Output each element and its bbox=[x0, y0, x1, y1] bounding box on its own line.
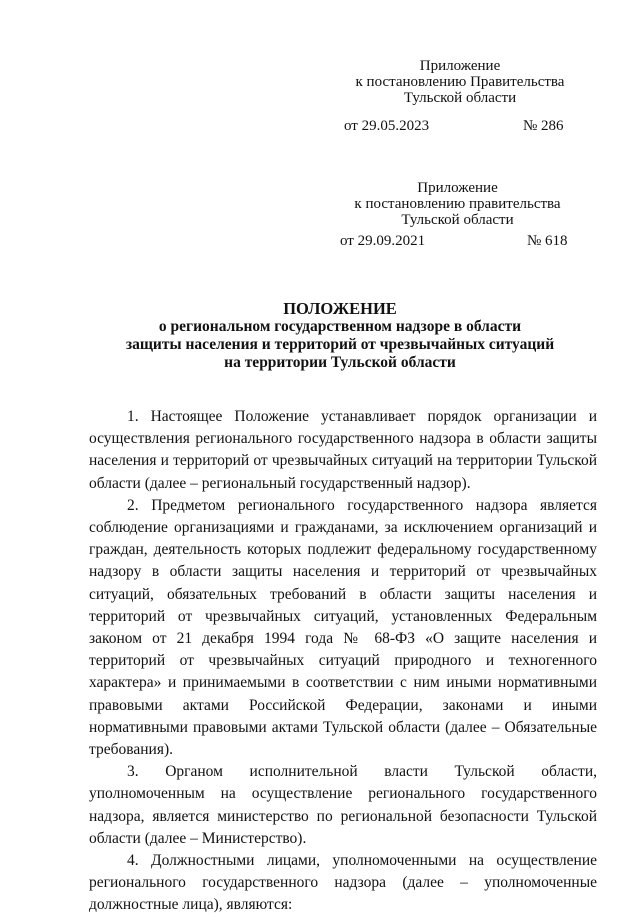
paragraph-4: 4. Должностными лицами, уполномоченными на осуществление регионального государственного надзора (далее – уполномоченные должностные лица), являются: bbox=[89, 852, 597, 914]
paragraph-3: 3. Органом исполнительной власти Тульской области, уполномоченным на осуществление регионального государственного надзора, является министерство по региональной безопасности Тульской области (далее – Министерство). bbox=[89, 763, 597, 847]
title-line: защиты населения и территорий от чрезвычайных ситуаций bbox=[125, 336, 555, 353]
annex-block-original bbox=[335, 180, 580, 228]
annex-date-current: от 29.05.2023 bbox=[344, 118, 430, 134]
paragraph-2: 2. Предметом регионального государственного надзора является соблюдение организациями и гражданами, за исключением организаций и граждан, деятельность которых подлежит федеральному государственному надзору в области защиты населения и территорий от чрезвычайных ситуаций, обязательных требований в области защиты населения и территорий от чрезвычайных ситуаций, установленных Федеральным законом от 21 декабря 1994 года № 68-ФЗ «О защите населения и территорий от чрезвычайных ситуаций природного и техногенного характера» и принимаемыми в соответствии с ним иными нормативными правовыми актами Российской Федерации, законами и иными нормативными правовыми актами Тульской области (далее – Обязательные требования). bbox=[89, 496, 597, 759]
annex-line: Приложение bbox=[419, 58, 501, 74]
paragraph-1: 1. Настоящее Положение устанавливает порядок организации и осуществления регионального государственного надзора в области защиты населения и территорий от чрезвычайных ситуаций на территории Тульской области (далее – региональный государственный надзор). bbox=[89, 408, 597, 492]
title-line: о региональном государственном надзоре в области bbox=[158, 318, 522, 335]
title-line: на территории Тульской области bbox=[224, 354, 456, 371]
annex-line: Приложение bbox=[417, 180, 498, 196]
document-title bbox=[60, 300, 620, 372]
annex-date-original: от 29.09.2021 bbox=[340, 233, 426, 249]
annex-line: к постановлению правительства bbox=[354, 196, 561, 212]
annex-line: Тульской области bbox=[403, 90, 517, 106]
annex-number-original: № 618 bbox=[527, 233, 568, 249]
annex-number-current: № 286 bbox=[523, 118, 564, 134]
title-heading: ПОЛОЖЕНИЕ bbox=[283, 299, 397, 318]
annex-line: к постановлению Правительства bbox=[355, 74, 565, 90]
document-body bbox=[89, 406, 597, 917]
annex-block-current bbox=[340, 58, 580, 106]
annex-line: Тульской области bbox=[401, 212, 514, 228]
